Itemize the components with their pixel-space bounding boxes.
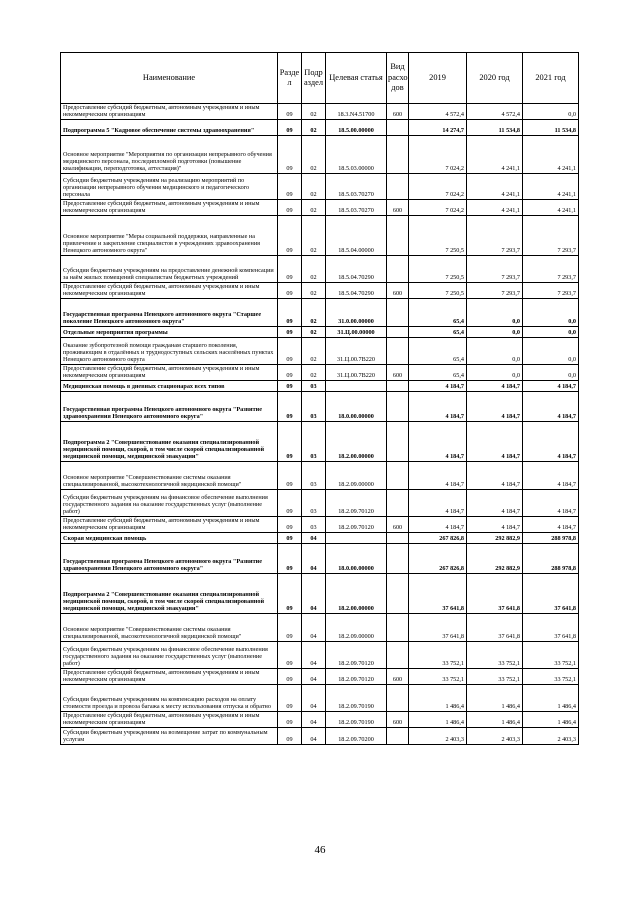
table-row [61, 215, 579, 255]
cell-2020: 4 241,1 [467, 199, 523, 215]
cell-statya: 18.5.03.70270 [326, 199, 387, 215]
header-statya: Целевая статья [326, 53, 387, 104]
cell-podrazdel: 04 [302, 573, 326, 613]
cell-name: Государственная программа Ненецкого автономного округа "Развитие здравоохранения Ненецкого автономного округа" [61, 391, 278, 421]
cell-statya [326, 380, 387, 391]
cell-statya: 18.2.09.70120 [326, 641, 387, 668]
cell-vid [387, 641, 409, 668]
table-row [61, 421, 579, 461]
cell-podrazdel: 04 [302, 613, 326, 641]
cell-podrazdel: 03 [302, 421, 326, 461]
cell-razdel: 09 [278, 543, 302, 573]
cell-vid [387, 727, 409, 744]
cell-vid [387, 573, 409, 613]
cell-podrazdel: 03 [302, 391, 326, 421]
cell-vid [387, 326, 409, 337]
cell-2019: 267 826,8 [409, 543, 467, 573]
table-row [61, 104, 579, 120]
cell-razdel: 09 [278, 391, 302, 421]
cell-podrazdel: 02 [302, 173, 326, 199]
cell-name: Подпрограмма 5 "Кадровое обеспечение системы здравоохранения" [61, 119, 278, 135]
cell-2019: 33 752,1 [409, 668, 467, 684]
cell-2020: 7 293,7 [467, 282, 523, 298]
header-vid: Вид расхо дов [387, 53, 409, 104]
cell-podrazdel: 04 [302, 543, 326, 573]
cell-razdel: 09 [278, 282, 302, 298]
cell-2021: 4 184,7 [523, 489, 579, 516]
cell-razdel: 09 [278, 104, 302, 120]
cell-2020: 4 241,1 [467, 173, 523, 199]
cell-2019: 14 274,7 [409, 119, 467, 135]
cell-podrazdel: 02 [302, 255, 326, 282]
cell-name: Медицинская помощь в дневных стационарах всех типов [61, 380, 278, 391]
table-row [61, 727, 579, 744]
cell-2021: 0,0 [523, 364, 579, 380]
cell-2019: 65,4 [409, 326, 467, 337]
cell-name: Государственная программа Ненецкого автономного округа "Развитие здравоохранения Ненецкого автономного округа" [61, 543, 278, 573]
cell-vid: 600 [387, 104, 409, 120]
cell-name: Основное мероприятие "Меры социальной поддержки, направленные на привлечение и закрепление специалистов в учреждениях здравоохранения Ненецкого автономного округа" [61, 215, 278, 255]
cell-vid: 600 [387, 711, 409, 727]
cell-2021: 4 184,7 [523, 421, 579, 461]
cell-2019: 7 024,2 [409, 173, 467, 199]
cell-vid [387, 684, 409, 711]
cell-name: Предоставление субсидий бюджетным, автономным учреждениям и иным некоммерческим организациям [61, 282, 278, 298]
cell-razdel: 09 [278, 489, 302, 516]
cell-name: Предоставление субсидий бюджетным, автономным учреждениям и иным некоммерческим организациям [61, 711, 278, 727]
cell-2020: 1 486,4 [467, 684, 523, 711]
cell-razdel: 09 [278, 461, 302, 489]
cell-2021: 4 184,7 [523, 380, 579, 391]
cell-vid: 600 [387, 516, 409, 532]
cell-2019: 37 641,8 [409, 613, 467, 641]
cell-2020: 33 752,1 [467, 668, 523, 684]
cell-razdel: 09 [278, 364, 302, 380]
cell-2019: 65,4 [409, 364, 467, 380]
cell-podrazdel: 03 [302, 516, 326, 532]
cell-name: Предоставление субсидий бюджетным, автономным учреждениям и иным некоммерческим организациям [61, 104, 278, 120]
table-row [61, 516, 579, 532]
cell-2021: 4 184,7 [523, 391, 579, 421]
cell-podrazdel: 02 [302, 337, 326, 364]
cell-podrazdel: 04 [302, 668, 326, 684]
cell-name: Субсидии бюджетным учреждениям на реализацию мероприятий по организации непрерывного обучения медицинского и педагогического персонала [61, 173, 278, 199]
cell-2019: 65,4 [409, 337, 467, 364]
cell-razdel: 09 [278, 641, 302, 668]
cell-2021: 288 978,8 [523, 532, 579, 543]
cell-name: Предоставление субсидий бюджетным, автономным учреждениям и иным некоммерческим организациям [61, 668, 278, 684]
cell-vid [387, 135, 409, 173]
cell-razdel: 09 [278, 516, 302, 532]
cell-2020: 4 184,7 [467, 461, 523, 489]
cell-name: Субсидии бюджетным учреждениям на возмещение затрат по коммунальным услугам [61, 727, 278, 744]
cell-2021: 2 403,3 [523, 727, 579, 744]
table-row [61, 364, 579, 380]
cell-2021: 288 978,8 [523, 543, 579, 573]
cell-razdel: 09 [278, 573, 302, 613]
cell-vid: 600 [387, 199, 409, 215]
table-header-row [61, 53, 579, 104]
cell-podrazdel: 04 [302, 727, 326, 744]
cell-2021: 33 752,1 [523, 641, 579, 668]
cell-razdel: 09 [278, 727, 302, 744]
cell-podrazdel: 04 [302, 711, 326, 727]
cell-statya: 18.2.09.00000 [326, 613, 387, 641]
cell-2019: 37 641,8 [409, 573, 467, 613]
cell-2019: 33 752,1 [409, 641, 467, 668]
cell-vid [387, 421, 409, 461]
cell-statya: 31.0.00.00000 [326, 298, 387, 326]
cell-name: Субсидии бюджетным учреждениям на компенсацию расходов на оплату стоимости проезда и провоза багажа к месту использования отпуска и обратно [61, 684, 278, 711]
cell-vid: 600 [387, 282, 409, 298]
cell-podrazdel: 04 [302, 684, 326, 711]
cell-podrazdel: 02 [302, 199, 326, 215]
cell-statya [326, 532, 387, 543]
cell-2020: 7 293,7 [467, 215, 523, 255]
cell-vid [387, 461, 409, 489]
cell-2021: 4 241,1 [523, 135, 579, 173]
table-row [61, 641, 579, 668]
cell-2021: 7 293,7 [523, 215, 579, 255]
header-name: Наименование [61, 53, 278, 104]
cell-2019: 267 826,8 [409, 532, 467, 543]
cell-name: Основное мероприятие "Совершенствование системы оказания специализированной, высокотехнологичной медицинской помощи" [61, 461, 278, 489]
table-row [61, 684, 579, 711]
cell-razdel: 09 [278, 337, 302, 364]
cell-statya: 18.2.09.70190 [326, 684, 387, 711]
cell-statya: 31.Ц.00.7В220 [326, 364, 387, 380]
cell-statya: 18.0.00.00000 [326, 391, 387, 421]
table-row [61, 489, 579, 516]
cell-2019: 7 250,5 [409, 215, 467, 255]
table-row [61, 199, 579, 215]
cell-razdel: 09 [278, 613, 302, 641]
cell-2020: 37 641,8 [467, 573, 523, 613]
cell-2020: 292 882,9 [467, 543, 523, 573]
cell-2019: 7 024,2 [409, 135, 467, 173]
table-row [61, 573, 579, 613]
cell-podrazdel: 02 [302, 104, 326, 120]
cell-statya: 18.0.00.00000 [326, 543, 387, 573]
cell-razdel: 09 [278, 326, 302, 337]
cell-podrazdel: 03 [302, 489, 326, 516]
cell-2021: 0,0 [523, 326, 579, 337]
cell-razdel: 09 [278, 298, 302, 326]
cell-2020: 4 572,4 [467, 104, 523, 120]
cell-2021: 4 184,7 [523, 516, 579, 532]
header-2020: 2020 год [467, 53, 523, 104]
cell-statya: 18.5.04.00000 [326, 215, 387, 255]
cell-podrazdel: 02 [302, 215, 326, 255]
cell-2021: 0,0 [523, 104, 579, 120]
cell-vid [387, 255, 409, 282]
cell-vid [387, 173, 409, 199]
cell-podrazdel: 02 [302, 298, 326, 326]
cell-2020: 4 184,7 [467, 380, 523, 391]
table-row [61, 282, 579, 298]
table-row [61, 135, 579, 173]
table-row [61, 337, 579, 364]
cell-name: Основное мероприятие "Мероприятия по организации непрерывного обучения медицинского персонала, последипломной подготовки (повышение квалификации, переподготовка, аттестация)" [61, 135, 278, 173]
cell-2019: 4 184,7 [409, 489, 467, 516]
cell-statya: 18.2.09.70120 [326, 516, 387, 532]
cell-2021: 7 293,7 [523, 255, 579, 282]
cell-2019: 2 403,3 [409, 727, 467, 744]
cell-razdel: 09 [278, 532, 302, 543]
cell-name: Скорая медицинская помощь [61, 532, 278, 543]
cell-name: Субсидии бюджетным учреждениям на финансовое обеспечение выполнения государственного задания на оказание государственных услуг (выполнение работ) [61, 641, 278, 668]
cell-2021: 37 641,8 [523, 573, 579, 613]
table-row [61, 532, 579, 543]
table-row [61, 298, 579, 326]
cell-statya: 18.2.09.70200 [326, 727, 387, 744]
cell-name: Предоставление субсидий бюджетным, автономным учреждениям и иным некоммерческим организациям [61, 516, 278, 532]
cell-razdel: 09 [278, 668, 302, 684]
cell-2021: 1 486,4 [523, 684, 579, 711]
cell-2019: 7 250,5 [409, 282, 467, 298]
table-row [61, 173, 579, 199]
cell-vid: 600 [387, 364, 409, 380]
cell-name: Отдельные мероприятия программы [61, 326, 278, 337]
cell-2020: 0,0 [467, 298, 523, 326]
cell-2021: 33 752,1 [523, 668, 579, 684]
cell-podrazdel: 04 [302, 641, 326, 668]
cell-vid [387, 489, 409, 516]
cell-statya: 18.5.04.70290 [326, 282, 387, 298]
cell-razdel: 09 [278, 711, 302, 727]
header-2021: 2021 год [523, 53, 579, 104]
cell-name: Предоставление субсидий бюджетным, автономным учреждениям и иным некоммерческим организациям [61, 364, 278, 380]
table-row [61, 380, 579, 391]
table-row [61, 326, 579, 337]
table-row [61, 461, 579, 489]
cell-2019: 4 184,7 [409, 380, 467, 391]
cell-2020: 4 241,1 [467, 135, 523, 173]
cell-2021: 1 486,4 [523, 711, 579, 727]
cell-razdel: 09 [278, 119, 302, 135]
cell-2019: 4 184,7 [409, 421, 467, 461]
cell-vid [387, 298, 409, 326]
cell-2021: 7 293,7 [523, 282, 579, 298]
cell-2020: 37 641,8 [467, 613, 523, 641]
cell-vid [387, 337, 409, 364]
table-body [61, 104, 579, 745]
cell-2020: 0,0 [467, 326, 523, 337]
cell-statya: 18.3.N4.51700 [326, 104, 387, 120]
cell-statya: 18.2.09.70120 [326, 668, 387, 684]
cell-podrazdel: 02 [302, 326, 326, 337]
cell-statya: 31.Ц.00.7В220 [326, 337, 387, 364]
cell-podrazdel: 03 [302, 461, 326, 489]
cell-2021: 0,0 [523, 337, 579, 364]
cell-2021: 0,0 [523, 298, 579, 326]
cell-statya: 18.5.00.00000 [326, 119, 387, 135]
cell-vid [387, 543, 409, 573]
cell-statya: 18.2.00.00000 [326, 573, 387, 613]
cell-2019: 7 250,5 [409, 255, 467, 282]
header-razdel: Разде л [278, 53, 302, 104]
cell-statya: 18.2.09.70120 [326, 489, 387, 516]
cell-razdel: 09 [278, 421, 302, 461]
cell-2019: 65,4 [409, 298, 467, 326]
table-row [61, 613, 579, 641]
cell-name: Основное мероприятие "Совершенствование системы оказания специализированной, высокотехнологичной медицинской помощи" [61, 613, 278, 641]
cell-razdel: 09 [278, 380, 302, 391]
cell-2019: 1 486,4 [409, 711, 467, 727]
cell-name: Оказание зубопротезной помощи гражданам старшего поколения, проживающим в отдалённых и труднодоступных сельских населённых пунктах Ненецкого автономного округа [61, 337, 278, 364]
cell-vid [387, 391, 409, 421]
cell-razdel: 09 [278, 255, 302, 282]
cell-vid [387, 380, 409, 391]
cell-2019: 4 184,7 [409, 391, 467, 421]
cell-vid [387, 613, 409, 641]
cell-2020: 11 534,8 [467, 119, 523, 135]
table-row [61, 255, 579, 282]
table-row [61, 668, 579, 684]
cell-podrazdel: 04 [302, 532, 326, 543]
budget-table [60, 52, 579, 745]
table-row [61, 119, 579, 135]
cell-2019: 1 486,4 [409, 684, 467, 711]
cell-razdel: 09 [278, 173, 302, 199]
cell-name: Подпрограмма 2 "Совершенствование оказания специализированной медицинской помощи, скорой, в том числе скорой специализированной медицинской помощи, медицинской эвакуации" [61, 573, 278, 613]
cell-2020: 7 293,7 [467, 255, 523, 282]
cell-statya: 18.2.09.70190 [326, 711, 387, 727]
cell-statya: 18.5.03.70270 [326, 173, 387, 199]
cell-2021: 4 241,1 [523, 173, 579, 199]
cell-name: Предоставление субсидий бюджетным, автономным учреждениям и иным некоммерческим организациям [61, 199, 278, 215]
cell-2020: 4 184,7 [467, 391, 523, 421]
cell-vid [387, 215, 409, 255]
cell-2020: 4 184,7 [467, 489, 523, 516]
cell-statya: 18.5.03.00000 [326, 135, 387, 173]
cell-name: Субсидии бюджетным учреждениям на предоставление денежной компенсации за наём жилых помещений специалистам бюджетных учреждений [61, 255, 278, 282]
cell-2019: 4 184,7 [409, 461, 467, 489]
cell-name: Субсидии бюджетным учреждениям на финансовое обеспечение выполнения государственного задания на оказание государственных услуг (выполнение работ) [61, 489, 278, 516]
cell-2021: 11 534,8 [523, 119, 579, 135]
cell-2020: 2 403,3 [467, 727, 523, 744]
cell-2019: 7 024,2 [409, 199, 467, 215]
cell-statya: 18.2.09.00000 [326, 461, 387, 489]
cell-2021: 4 241,1 [523, 199, 579, 215]
cell-name: Государственная программа Ненецкого автономного округа "Старшее поколение Ненецкого автономного округа" [61, 298, 278, 326]
cell-2020: 4 184,7 [467, 421, 523, 461]
cell-vid: 600 [387, 668, 409, 684]
cell-podrazdel: 03 [302, 380, 326, 391]
cell-vid [387, 532, 409, 543]
table-row [61, 543, 579, 573]
cell-2021: 4 184,7 [523, 461, 579, 489]
cell-statya: 18.5.04.70290 [326, 255, 387, 282]
cell-2019: 4 572,4 [409, 104, 467, 120]
cell-2020: 0,0 [467, 337, 523, 364]
cell-2020: 4 184,7 [467, 516, 523, 532]
cell-podrazdel: 02 [302, 119, 326, 135]
header-podrazdel: Подр аздел [302, 53, 326, 104]
table-row [61, 391, 579, 421]
cell-podrazdel: 02 [302, 364, 326, 380]
cell-2020: 0,0 [467, 364, 523, 380]
cell-2021: 37 641,8 [523, 613, 579, 641]
cell-podrazdel: 02 [302, 282, 326, 298]
cell-2019: 4 184,7 [409, 516, 467, 532]
cell-razdel: 09 [278, 684, 302, 711]
cell-name: Подпрограмма 2 "Совершенствование оказания специализированной медицинской помощи, скорой, в том числе скорой специализированной медицинской помощи, медицинской эвакуации" [61, 421, 278, 461]
cell-statya: 18.2.00.00000 [326, 421, 387, 461]
cell-razdel: 09 [278, 135, 302, 173]
cell-2020: 33 752,1 [467, 641, 523, 668]
cell-statya: 31.Ц.00.00000 [326, 326, 387, 337]
cell-2020: 292 882,9 [467, 532, 523, 543]
page-number: 46 [314, 844, 326, 856]
table-row [61, 711, 579, 727]
header-2019: 2019 [409, 53, 467, 104]
cell-razdel: 09 [278, 199, 302, 215]
cell-razdel: 09 [278, 215, 302, 255]
cell-2020: 1 486,4 [467, 711, 523, 727]
cell-vid [387, 119, 409, 135]
cell-podrazdel: 02 [302, 135, 326, 173]
